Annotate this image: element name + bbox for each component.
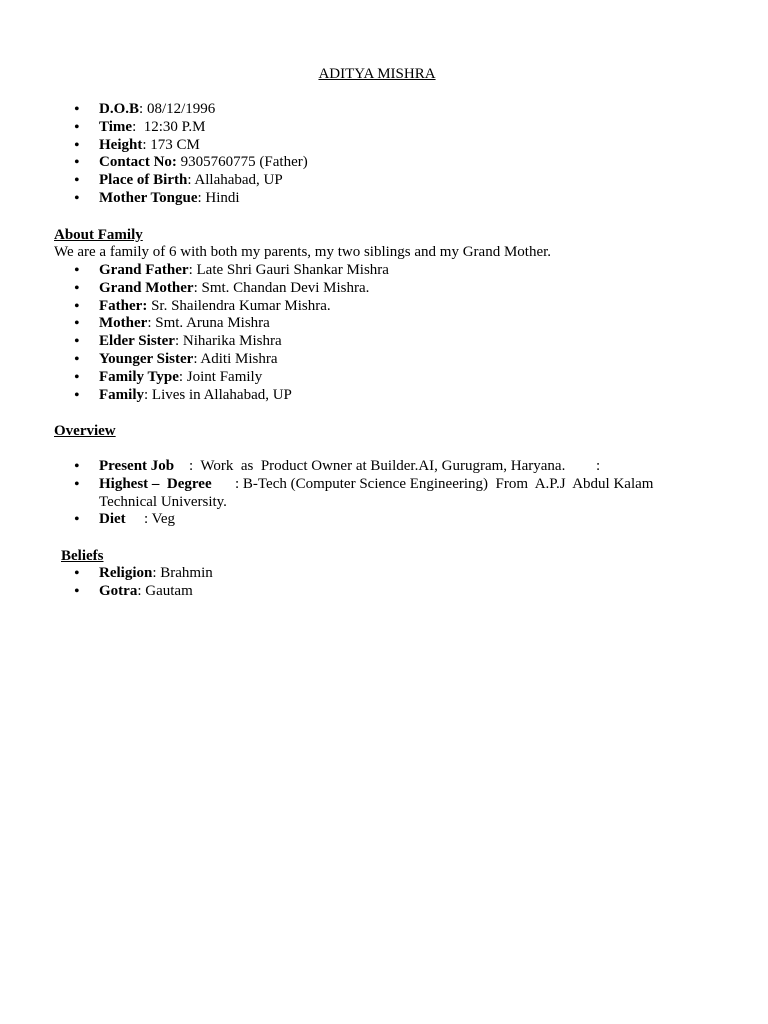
page-title: ADITYA MISHRA [318, 66, 436, 82]
overview-heading: Overview [54, 423, 116, 439]
item-value: 173 CM [150, 136, 200, 153]
item-label: Highest – Degree [99, 476, 212, 492]
degree-continuation: Technical University. [99, 494, 227, 510]
item-label: Religion [99, 565, 153, 581]
item-sep: : [132, 118, 144, 135]
list-item [0, 387, 389, 405]
item-label: Time [99, 118, 133, 135]
list-item [0, 190, 308, 208]
list-item [0, 137, 308, 155]
item-sep: : [139, 101, 147, 117]
item-sep: : [147, 315, 156, 332]
item-trailing-colon: : [596, 458, 601, 474]
item-sep: : [197, 189, 206, 206]
item-label: Grand Mother [99, 279, 194, 296]
list-item [0, 583, 213, 601]
item-label: Height [99, 136, 143, 153]
item-value: : B-Tech (Computer Science Engineering) From A.P.J Abdul Kalam [235, 476, 654, 492]
item-value: Allahabad, UP [194, 172, 283, 189]
item-value: Smt. Chandan Devi Mishra. [201, 279, 370, 296]
list-item [0, 280, 389, 298]
item-label: Contact No: [99, 154, 177, 171]
list-item [0, 369, 389, 387]
item-label: Mother [99, 315, 148, 332]
list-item [0, 333, 389, 351]
item-label: Younger Sister [99, 350, 194, 367]
item-value: : Work as Product Owner at Builder.AI, Gurugram, Haryana. [189, 458, 566, 474]
beliefs-list [0, 565, 213, 601]
item-sep: : [193, 279, 202, 296]
item-value: : Veg [144, 511, 175, 527]
item-value: Smt. Aruna Mishra [155, 315, 270, 332]
item-value: 08/12/1996 [146, 101, 216, 117]
item-value: Late Shri Gauri Shankar Mishra [196, 262, 389, 278]
item-value: Hindi [205, 189, 240, 206]
item-sep: : [193, 350, 201, 367]
item-value: Lives in Allahabad, UP [151, 386, 292, 403]
list-item [0, 565, 213, 583]
list-item [0, 119, 308, 137]
bullet: • [74, 458, 80, 475]
item-sep: : [188, 262, 197, 278]
item-label: Diet [99, 511, 126, 527]
item-sep: : [142, 136, 151, 153]
item-label: Elder Sister [99, 333, 175, 350]
item-sep: : [174, 333, 183, 350]
item-value: Aditi Mishra [200, 350, 278, 367]
list-item [0, 315, 389, 333]
item-value: Niharika Mishra [182, 333, 282, 350]
bullet: • [74, 476, 80, 493]
item-value: Brahmin [160, 565, 213, 581]
item-label: Place of Birth [99, 172, 188, 189]
item-label: Family [99, 386, 144, 403]
personal-details-list [0, 101, 308, 208]
list-item [0, 351, 389, 369]
item-label: Present Job [99, 458, 175, 474]
item-value: Sr. Shailendra Kumar Mishra. [151, 297, 331, 314]
item-label: Grand Father [99, 262, 189, 278]
bullet: • [74, 511, 80, 528]
family-intro-text: We are a family of 6 with both my parents, my two siblings and my Grand Mother. [54, 244, 552, 260]
list-item [0, 298, 389, 316]
item-label: Gotra [99, 582, 138, 599]
item-value: Gautam [145, 582, 193, 599]
item-sep: : [178, 368, 187, 385]
item-sep: : [144, 386, 152, 403]
item-label: Family Type [99, 368, 179, 385]
item-label: Father: [99, 297, 148, 314]
list-item [0, 262, 389, 280]
item-value: 12:30 P.M [143, 118, 206, 135]
list-item [0, 101, 308, 119]
item-label: D.O.B [99, 101, 140, 117]
item-sep: : [152, 565, 161, 581]
list-item [0, 172, 308, 190]
item-label: Mother Tongue [99, 189, 198, 206]
item-sep: : [137, 582, 146, 599]
about-family-heading: About Family [54, 227, 143, 243]
item-sep: : [187, 172, 195, 189]
item-value: Joint Family [186, 368, 263, 385]
family-list [0, 262, 389, 404]
beliefs-heading: Beliefs [61, 548, 104, 564]
item-value: 9305760775 (Father) [180, 154, 308, 171]
list-item [0, 154, 308, 172]
